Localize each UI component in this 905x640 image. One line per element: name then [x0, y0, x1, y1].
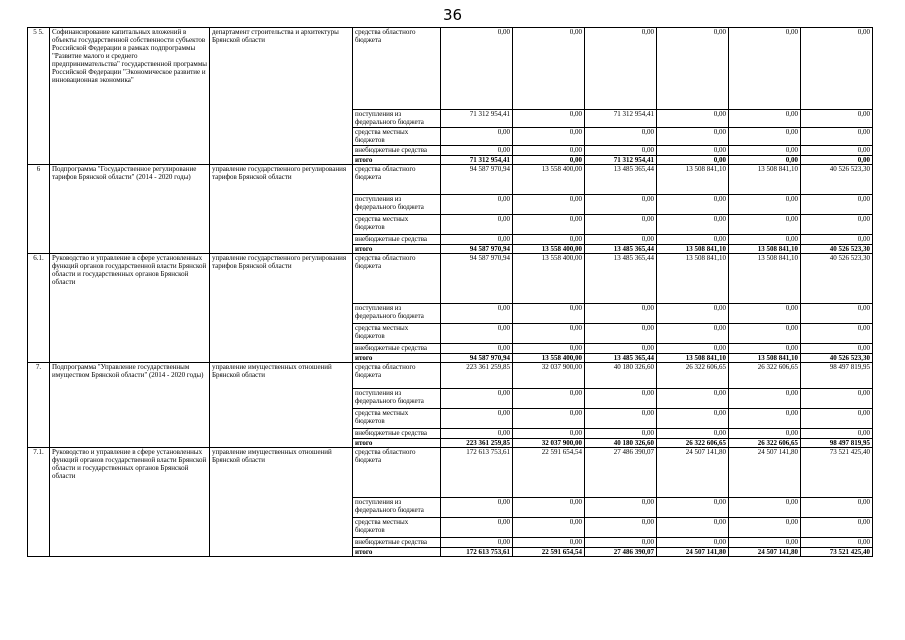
amount-cell: 0,00 — [513, 324, 585, 344]
amount-cell: 73 521 425,40 — [801, 448, 873, 498]
amount-cell: 0,00 — [801, 409, 873, 429]
amount-cell: 0,00 — [657, 429, 729, 439]
amount-cell: 0,00 — [513, 195, 585, 215]
program-name: Подпрограмма "Государственное регулирование тарифов Брянской области" (2014 - 2020 годы) — [50, 165, 210, 254]
amount-cell: 0,00 — [513, 518, 585, 538]
amount-cell: 0,00 — [441, 518, 513, 538]
amount-cell: 223 361 259,85 — [441, 363, 513, 389]
funding-source: средства областного бюджета — [353, 254, 441, 304]
amount-cell: 0,00 — [441, 128, 513, 146]
amount-cell: 0,00 — [729, 28, 801, 110]
amount-cell: 0,00 — [585, 538, 657, 548]
amount-cell: 71 312 954,41 — [585, 156, 657, 165]
amount-cell: 0,00 — [729, 429, 801, 439]
amount-cell: 0,00 — [441, 498, 513, 518]
amount-cell: 0,00 — [801, 215, 873, 235]
funding-source: поступления из федерального бюджета — [353, 389, 441, 409]
row-number: 7.1. — [28, 448, 50, 557]
amount-cell: 26 322 606,65 — [729, 439, 801, 448]
amount-cell: 32 037 900,00 — [513, 439, 585, 448]
amount-cell: 40 180 326,60 — [585, 439, 657, 448]
amount-cell: 0,00 — [585, 344, 657, 354]
funding-source: средства областного бюджета — [353, 363, 441, 389]
amount-cell: 13 508 841,10 — [729, 254, 801, 304]
amount-cell: 13 485 365,44 — [585, 354, 657, 363]
amount-cell: 13 508 841,10 — [657, 245, 729, 254]
row-number: 6.1. — [28, 254, 50, 363]
amount-cell: 0,00 — [657, 389, 729, 409]
amount-cell: 0,00 — [801, 146, 873, 156]
executor: департамент строительства и архитектуры Брянской области — [210, 28, 353, 165]
amount-cell: 0,00 — [585, 215, 657, 235]
amount-cell: 0,00 — [657, 498, 729, 518]
amount-cell: 0,00 — [441, 146, 513, 156]
funding-source: средства местных бюджетов — [353, 215, 441, 235]
amount-cell: 0,00 — [801, 304, 873, 324]
amount-cell: 0,00 — [801, 538, 873, 548]
amount-cell: 0,00 — [657, 235, 729, 245]
amount-cell: 0,00 — [513, 110, 585, 128]
amount-cell: 0,00 — [657, 518, 729, 538]
amount-cell: 13 508 841,10 — [657, 165, 729, 195]
amount-cell: 13 485 365,44 — [585, 245, 657, 254]
amount-cell: 22 591 654,54 — [513, 448, 585, 498]
amount-cell: 0,00 — [585, 429, 657, 439]
page-number: 36 — [442, 6, 463, 24]
amount-cell: 24 507 141,80 — [729, 448, 801, 498]
amount-cell: 13 558 400,00 — [513, 245, 585, 254]
amount-cell: 0,00 — [801, 344, 873, 354]
amount-cell: 0,00 — [513, 429, 585, 439]
executor: управление имущественных отношений Брянской области — [210, 448, 353, 557]
amount-cell: 94 587 970,94 — [441, 354, 513, 363]
amount-cell: 0,00 — [513, 344, 585, 354]
amount-cell: 0,00 — [801, 128, 873, 146]
funding-source: поступления из федерального бюджета — [353, 195, 441, 215]
amount-cell: 0,00 — [657, 110, 729, 128]
amount-cell: 26 322 606,65 — [657, 439, 729, 448]
amount-cell: 0,00 — [441, 538, 513, 548]
amount-cell: 0,00 — [729, 156, 801, 165]
amount-cell: 40 526 523,30 — [801, 354, 873, 363]
amount-cell: 0,00 — [585, 409, 657, 429]
amount-cell: 0,00 — [441, 304, 513, 324]
amount-cell: 0,00 — [585, 195, 657, 215]
amount-cell: 0,00 — [729, 344, 801, 354]
amount-cell: 0,00 — [585, 498, 657, 518]
amount-cell: 98 497 819,95 — [801, 439, 873, 448]
amount-cell: 0,00 — [729, 128, 801, 146]
table-row — [28, 28, 873, 110]
amount-cell: 0,00 — [513, 235, 585, 245]
amount-cell: 40 526 523,30 — [801, 245, 873, 254]
amount-cell: 0,00 — [657, 215, 729, 235]
amount-cell: 0,00 — [657, 344, 729, 354]
funding-source: средства областного бюджета — [353, 165, 441, 195]
amount-cell: 0,00 — [513, 389, 585, 409]
amount-cell: 0,00 — [729, 518, 801, 538]
table-row — [28, 363, 873, 389]
amount-cell: 13 508 841,10 — [729, 354, 801, 363]
amount-cell: 0,00 — [441, 235, 513, 245]
amount-cell: 0,00 — [801, 110, 873, 128]
amount-cell: 94 587 970,94 — [441, 254, 513, 304]
executor: управление государственного регулирования тарифов Брянской области — [210, 254, 353, 363]
amount-cell: 0,00 — [441, 429, 513, 439]
funding-source: средства местных бюджетов — [353, 518, 441, 538]
amount-cell: 24 507 141,80 — [657, 548, 729, 557]
amount-cell: 0,00 — [513, 409, 585, 429]
amount-cell: 26 322 606,65 — [657, 363, 729, 389]
amount-cell: 0,00 — [441, 215, 513, 235]
budget-table — [27, 27, 873, 557]
funding-source: внебюджетные средства — [353, 429, 441, 439]
amount-cell: 73 521 425,40 — [801, 548, 873, 557]
amount-cell: 0,00 — [513, 498, 585, 518]
amount-cell: 98 497 819,95 — [801, 363, 873, 389]
amount-cell: 0,00 — [585, 235, 657, 245]
amount-cell: 0,00 — [657, 409, 729, 429]
amount-cell: 0,00 — [801, 195, 873, 215]
amount-cell: 0,00 — [729, 389, 801, 409]
amount-cell: 0,00 — [801, 324, 873, 344]
row-number: 6 — [28, 165, 50, 254]
executor: управление имущественных отношений Брянской области — [210, 363, 353, 448]
amount-cell: 0,00 — [729, 304, 801, 324]
amount-cell: 0,00 — [513, 146, 585, 156]
table-row — [28, 165, 873, 195]
amount-cell: 0,00 — [729, 324, 801, 344]
amount-cell: 0,00 — [585, 518, 657, 538]
amount-cell: 0,00 — [441, 195, 513, 215]
amount-cell: 172 613 753,61 — [441, 448, 513, 498]
amount-cell: 0,00 — [441, 389, 513, 409]
amount-cell: 94 587 970,94 — [441, 245, 513, 254]
funding-source: итого — [353, 439, 441, 448]
program-name: Софинансирование капитальных вложений в объекты государственной собственности субъектов Российской Федерации в рамках подпрограммы "Развитие малого и среднего предпринимательства" государственной программы Российской Федерации "Экономическое развитие и инновационная экономика" — [50, 28, 210, 165]
amount-cell: 0,00 — [441, 28, 513, 110]
amount-cell: 0,00 — [801, 28, 873, 110]
funding-source: поступления из федерального бюджета — [353, 304, 441, 324]
amount-cell: 0,00 — [585, 324, 657, 344]
amount-cell: 0,00 — [585, 146, 657, 156]
amount-cell: 13 508 841,10 — [657, 354, 729, 363]
amount-cell: 0,00 — [441, 409, 513, 429]
amount-cell: 27 486 390,07 — [585, 548, 657, 557]
amount-cell: 71 312 954,41 — [441, 110, 513, 128]
amount-cell: 13 485 365,44 — [585, 165, 657, 195]
program-name: Руководство и управление в сфере установленных функций органов государственной власти Брянской области и государственных органов Брянской области — [50, 254, 210, 363]
amount-cell: 0,00 — [585, 304, 657, 324]
amount-cell: 27 486 390,07 — [585, 448, 657, 498]
amount-cell: 40 526 523,30 — [801, 254, 873, 304]
funding-source: поступления из федерального бюджета — [353, 498, 441, 518]
amount-cell: 0,00 — [801, 389, 873, 409]
amount-cell: 13 558 400,00 — [513, 165, 585, 195]
amount-cell: 0,00 — [729, 409, 801, 429]
amount-cell: 0,00 — [729, 498, 801, 518]
row-number: 7. — [28, 363, 50, 448]
amount-cell: 22 591 654,54 — [513, 548, 585, 557]
amount-cell: 0,00 — [729, 538, 801, 548]
amount-cell: 0,00 — [513, 128, 585, 146]
amount-cell: 0,00 — [729, 146, 801, 156]
funding-source: итого — [353, 354, 441, 363]
amount-cell: 24 507 141,80 — [657, 448, 729, 498]
amount-cell: 0,00 — [801, 429, 873, 439]
amount-cell: 13 485 365,44 — [585, 254, 657, 304]
amount-cell: 0,00 — [585, 128, 657, 146]
amount-cell: 0,00 — [729, 110, 801, 128]
amount-cell: 0,00 — [585, 28, 657, 110]
funding-source: внебюджетные средства — [353, 344, 441, 354]
funding-source: поступления из федерального бюджета — [353, 110, 441, 128]
funding-source: средства областного бюджета — [353, 28, 441, 110]
amount-cell: 32 037 900,00 — [513, 363, 585, 389]
amount-cell: 0,00 — [801, 235, 873, 245]
amount-cell: 0,00 — [801, 156, 873, 165]
amount-cell: 71 312 954,41 — [441, 156, 513, 165]
amount-cell: 0,00 — [801, 518, 873, 538]
amount-cell: 0,00 — [585, 389, 657, 409]
amount-cell: 0,00 — [657, 128, 729, 146]
amount-cell: 0,00 — [441, 344, 513, 354]
amount-cell: 0,00 — [513, 28, 585, 110]
amount-cell: 13 558 400,00 — [513, 254, 585, 304]
amount-cell: 0,00 — [657, 304, 729, 324]
amount-cell: 24 507 141,80 — [729, 548, 801, 557]
amount-cell: 0,00 — [801, 498, 873, 518]
amount-cell: 0,00 — [657, 324, 729, 344]
funding-source: итого — [353, 548, 441, 557]
funding-source: средства местных бюджетов — [353, 128, 441, 146]
amount-cell: 13 508 841,10 — [657, 254, 729, 304]
amount-cell: 40 180 326,60 — [585, 363, 657, 389]
funding-source: итого — [353, 245, 441, 254]
amount-cell: 13 508 841,10 — [729, 245, 801, 254]
amount-cell: 0,00 — [657, 156, 729, 165]
funding-source: внебюджетные средства — [353, 146, 441, 156]
amount-cell: 71 312 954,41 — [585, 110, 657, 128]
program-name: Руководство и управление в сфере установленных функций органов государственной власти Брянской области и государственных органов Брянской области — [50, 448, 210, 557]
amount-cell: 0,00 — [657, 195, 729, 215]
funding-source: средства областного бюджета — [353, 448, 441, 498]
amount-cell: 26 322 606,65 — [729, 363, 801, 389]
amount-cell: 13 508 841,10 — [729, 165, 801, 195]
amount-cell: 40 526 523,30 — [801, 165, 873, 195]
amount-cell: 0,00 — [657, 146, 729, 156]
executor: управление государственного регулирования тарифов Брянской области — [210, 165, 353, 254]
amount-cell: 0,00 — [657, 538, 729, 548]
row-number: 5 5. — [28, 28, 50, 165]
amount-cell: 0,00 — [513, 156, 585, 165]
amount-cell: 94 587 970,94 — [441, 165, 513, 195]
amount-cell: 0,00 — [513, 215, 585, 235]
amount-cell: 0,00 — [729, 215, 801, 235]
funding-source: итого — [353, 156, 441, 165]
funding-source: внебюджетные средства — [353, 235, 441, 245]
funding-source: внебюджетные средства — [353, 538, 441, 548]
amount-cell: 0,00 — [729, 235, 801, 245]
amount-cell: 0,00 — [441, 324, 513, 344]
amount-cell: 223 361 259,85 — [441, 439, 513, 448]
amount-cell: 0,00 — [513, 538, 585, 548]
amount-cell: 0,00 — [729, 195, 801, 215]
amount-cell: 13 558 400,00 — [513, 354, 585, 363]
funding-source: средства местных бюджетов — [353, 324, 441, 344]
amount-cell: 0,00 — [657, 28, 729, 110]
program-name: Подпрограмма "Управление государственным имуществом Брянской области" (2014 - 2020 годы) — [50, 363, 210, 448]
table-row — [28, 448, 873, 498]
amount-cell: 0,00 — [513, 304, 585, 324]
funding-source: средства местных бюджетов — [353, 409, 441, 429]
amount-cell: 172 613 753,61 — [441, 548, 513, 557]
table-row — [28, 254, 873, 304]
